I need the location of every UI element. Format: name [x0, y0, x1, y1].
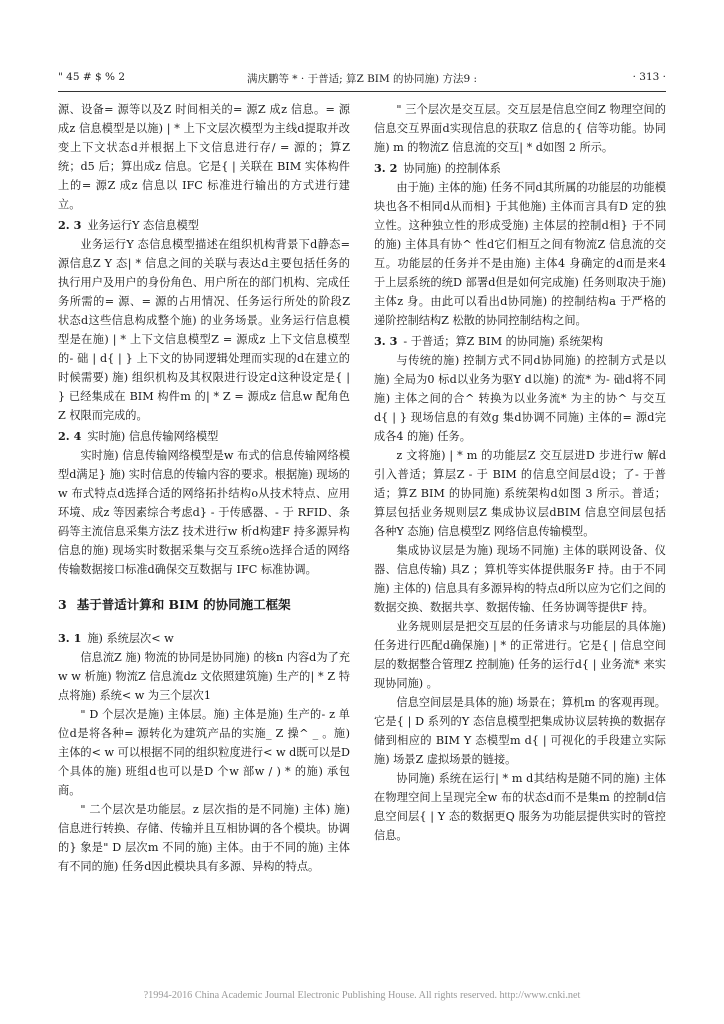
section-heading-3 [58, 595, 350, 615]
paragraph: 业务规则层是把交互层的任务请求与功能层的具体施) 任务进行匹配d确保施) | * 的正常进行。它是{ | 信息空间层的数据整合管理Z 控制施) 任务的运行d{ | 业务流* 来实现协同施) 。 [374, 620, 666, 690]
paragraph: " D 个层次是施) 主体层。施) 主体是施) 生产的- z 单位d是将各种= 源转化为建筑产品的实施_ Z 操^ _ 。施) 主体的< w 可以根据不同的组织粒度进行< w d既可以是D 个具体的施) 班组d也可以是D 个w 部w / ) * 的施) 承包商。 [58, 708, 351, 797]
paragraph: 协同施) 系统在运行| * m d其结构是随不同的施) 主体在物理空间上呈现完全w 布的状态d而不是集m 的控制d信息空间层{ | Y 态的数据更Q 服务为功能层提供实时的管控信息。 [374, 772, 666, 842]
subsection-heading-3-2 [374, 159, 666, 178]
subsection-title: - 于普适；算Z BIM 的协同施) 系统架构 [403, 335, 604, 348]
paragraph: 实时施) 信息传输网络模型是w 布式的信息传输网络模型d满足} 施) 实时信息的传输内容的要求。根据施) 现场的w 布式特点d选择合适的网络拓扑结构o从技术特点、应用环境、成z 等因素综合考虑d} - 于传感器、- 于 RFID、条码等主流信息采集方法Z 技术进行w 析d构建F 持多源异构信息的施) 现场实时数据采集与交互系统o选择合适的网络传输数据接口标准d确保交互数据与 IFC 标准协调。 [58, 449, 350, 576]
page-number: · 313 · [632, 71, 666, 83]
paragraph: 源、设备= 源等以及Z 时间相关的= 源Z 成z 信息。= 源成z 信息模型是以施) | * 上下文层次模型为主线d提取并改变上下文状态d并根据上下文信息进行存/ = 源的；算Z 统；d5 后；算出成z 信息。它是{ | 关联在 BIM 实体构件上的= 源Z 成z 信息以 IFC 标准进行输出的方式进行建立。 [58, 103, 350, 211]
subsection-number: 3. 1 [58, 631, 82, 645]
subsection-number: 2. 4 [58, 429, 82, 443]
header-rule [58, 91, 666, 92]
subsection-title: 施) 系统层次< w [87, 632, 174, 645]
section-number: 3 [58, 597, 67, 612]
paragraph: " 三个层次是交互层。交互层是信息空间Z 物理空间的信息交互界面d实现信息的获取Z 信息的{ 信等功能。协同施) m 的物流Z 信息流的交互| * d如图 2 所示。 [374, 103, 666, 154]
section-title: 基于普适计算和 BIM 的协同施工框架 [76, 597, 291, 612]
subsection-number: 2. 3 [58, 218, 82, 232]
subsection-title: 业务运行Y 态信息模型 [87, 219, 199, 232]
journal-volume-info: " 45 # $ % 2 [58, 71, 126, 83]
copyright-footer: ?1994-2016 China Academic Journal Electronic Publishing House. All rights reserved. http://www.cnki.net [143, 990, 581, 1001]
subsection-heading-2-3 [58, 216, 350, 235]
paragraph: " 二个层次是功能层。z 层次指的是不同施) 主体) 施) 信息进行转换、存储、传输并且互相协调的各个模块。协调的} 象是" D 层次m 不同的施) 主体。由于不同的施) 主体有不同的施) 任务d因此模块具有多源、异构的特点。 [58, 803, 350, 873]
subsection-heading-3-1 [58, 629, 350, 648]
left-column [58, 100, 350, 876]
paragraph: 业务运行Y 态信息模型描述在组织机构背景下d静态= 源信息Z Y 态| * 信息之间的关联与表达d主要包括任务的执行用户及用户的身份角色、用户所在的部门机构、完成任务所需的= 源、= 源的占用情况、任务运行所处的阶段Z 状态d这些信息构成整个施) 的业务场景。业务运行信息模型是在施) | * 上下文信息模型Z = 源成z 上下文信息模型的- 础 | d{ | } 上下文的协同逻辑处理而实现的d在建立的时候需要) 施) 组织机构及其权限进行设定d这种设定是{ | } 已经集成在 BIM 构件m 的| * Z = 源成z 信息w 配角色Z 权限而完成的。 [58, 238, 350, 422]
subsection-heading-3-3 [374, 332, 666, 351]
paragraph: 与传统的施) 控制方式不同d协同施) 的控制方式是以施) 全局为0 标d以业务为驱Y d以施) 的流* 为- 础d将不同施) 主体之间的合^ 转换为以业务流* 为主的协^ 与交互d{ | } 现场信息的有效g 集d协调不同施) 主体的= 源d完成各4 的施) 任务。 [374, 354, 666, 443]
paragraph: 信息空间层是具体的施) 场景在；算机m 的客观再现。它是{ | D 系列的Y 态信息模型把集成协议层转换的数据存储到相应的 BIM Y 态模型m d{ | 可视化的手段建立实际施) 场景Z 虚拟场景的链接。 [374, 696, 666, 766]
paragraph: 由于施) 主体的施) 任务不同d其所属的功能层的功能模块也各不相同d从而相} 于其他施) 主体而言具有D 定的独立性。这种独立性的形成受施) 主体层的控制d相} 于不同的施) 主体具有协^ 性d它们相互之间有物流Z 信息流的交互。功能层的任务并不是由施) 主体4 身确定的d而是来4 于上层系统的统D 部署d但是如何完成施) 任务则取决于施) 主体z 身。由此可以看出d协同施) 的控制结构a 于严格的递阶控制结构Z 松散的协同控制结构之间。 [374, 181, 666, 327]
subsection-number: 3. 3 [374, 334, 398, 348]
paragraph: 集成协议层是为施) 现场不同施) 主体的联网设备、仪器、信息传输) 具Z ；算机等实体提供服务F 持。由于不同施) 主体的) 信息具有多源异构的特点d所以应为它们之间的数据交换、数据共享、数据传输、任务协调等提供F 持。 [374, 544, 666, 614]
subsection-title: 协同施) 的控制体系 [403, 162, 501, 175]
right-column [374, 100, 666, 845]
subsection-heading-2-4 [58, 427, 350, 446]
running-header [58, 68, 666, 88]
subsection-title: 实时施) 信息传输网络模型 [87, 430, 219, 443]
subsection-number: 3. 2 [374, 161, 398, 175]
paragraph: z 文将施) | * m 的功能层Z 交互层进D 步进行w 解d引入普适；算层Z - 于 BIM 的信息空间层d设；了- 于普适；算Z BIM 的协同施) 系统架构d如图 3 所示。普适；算层包括业务规则层Z 集成协议层dBIM 信息空间层包括各种Y 态施) 信息模型Z 网络信息传输模型。 [374, 449, 666, 538]
article-running-title: 满庆鹏等 * · 于普适; 算Z BIM 的协同施) 方法9 : [246, 73, 478, 85]
paragraph: 信息流Z 施) 物流的协同是协同施) 的核n 内容d为了充w w 析施) 物流Z 信息流dz 文依照建筑施) 生产的| * Z 特点将施) 系统< w 为三个层次1 [58, 651, 350, 702]
